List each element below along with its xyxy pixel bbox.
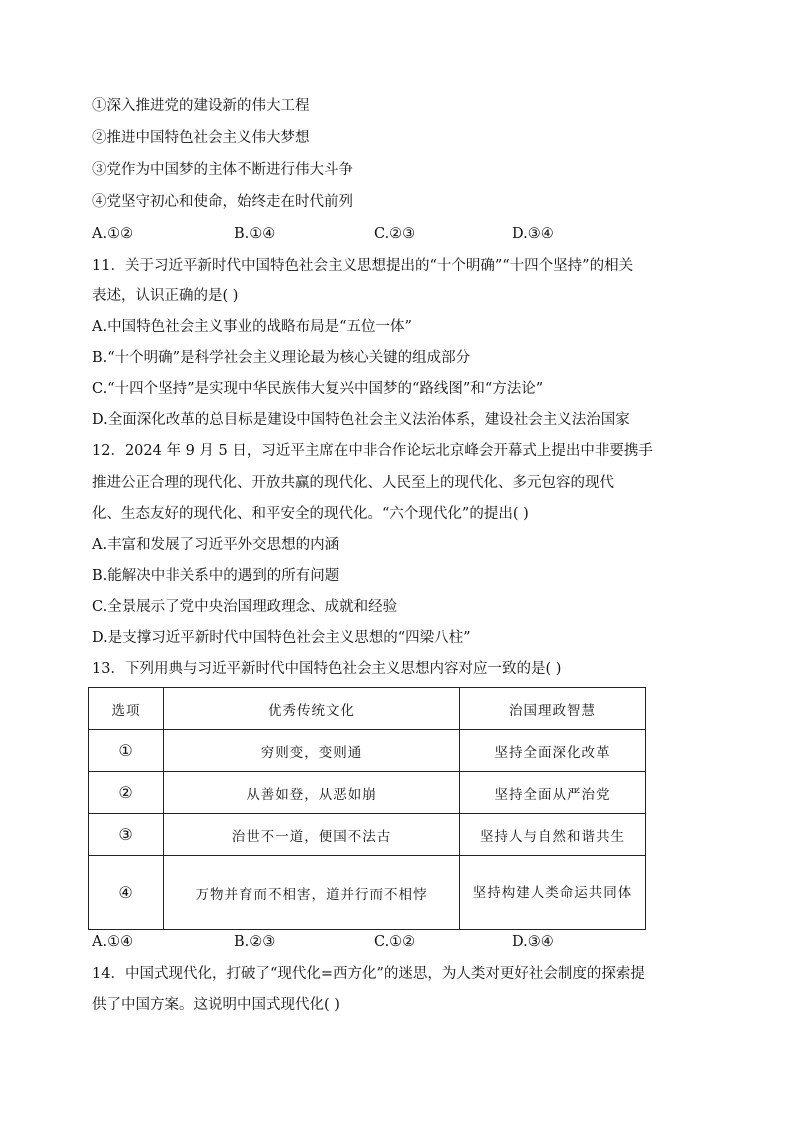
table-cell-option: ② [89, 772, 164, 814]
q10-option-a: A.①② [92, 226, 134, 242]
table-cell-wisdom: 坚持全面从严治党 [460, 772, 646, 814]
q13-option-d: D.③④ [512, 934, 554, 950]
q13-option-b: B.②③ [234, 934, 276, 950]
table-cell-option: ③ [89, 814, 164, 856]
q12-stem-line-3: 化、生态友好的现代化、和平安全的现代化。“六个现代化”的提出( ) [92, 506, 529, 522]
table-header-row [89, 688, 646, 730]
table-cell-culture: 穷则变，变则通 [164, 730, 460, 772]
q10-option-b: B.①④ [234, 226, 276, 242]
q11-option-b: B.“十个明确”是科学社会主义理论最为核心关键的组成部分 [92, 350, 471, 366]
q10-statement-2: ②推进中国特色社会主义伟大梦想 [92, 130, 310, 146]
q10-statement-3: ③党作为中国梦的主体不断进行伟大斗争 [92, 162, 353, 178]
table-row [89, 814, 646, 856]
q12-option-a: A.丰富和发展了习近平外交思想的内涵 [92, 537, 340, 553]
q10-statement-1: ①深入推进党的建设新的伟大工程 [92, 98, 310, 114]
table-row [89, 730, 646, 772]
q13-option-c: C.①② [374, 934, 416, 950]
q10-options [92, 224, 712, 244]
q11-option-d: D.全面深化改革的总目标是建设中国特色社会主义法治体系，建设社会主义法治国家 [92, 412, 630, 428]
table-cell-option: ① [89, 730, 164, 772]
q10-statement-4: ④党坚守初心和使命，始终走在时代前列 [92, 194, 353, 210]
table-header-wisdom: 治国理政智慧 [460, 688, 646, 730]
q11-stem-line-2: 表述，认识正确的是( ) [92, 288, 239, 304]
q11-option-c: C.“十四个坚持”是实现中华民族伟大复兴中国梦的“路线图”和“方法论” [92, 381, 544, 397]
q11-option-a: A.中国特色社会主义事业的战略布局是“五位一体” [92, 319, 412, 335]
q12-option-c: C.全景展示了党中央治国理政理念、成就和经验 [92, 599, 398, 615]
q14-stem-line-2: 供了中国方案。这说明中国式现代化( ) [92, 997, 340, 1013]
table-cell-culture: 治世不一道，便国不法古 [164, 814, 460, 856]
q12-option-b: B.能解决中非关系中的遇到的所有问题 [92, 568, 340, 584]
table-cell-option: ④ [89, 856, 164, 930]
q11-stem-line-1: 11．关于习近平新时代中国特色社会主义思想提出的“十个明确”“十四个坚持”的相关 [92, 258, 634, 274]
table-header-culture: 优秀传统文化 [164, 688, 460, 730]
q12-stem-line-2: 推进公正合理的现代化、开放共赢的现代化、人民至上的现代化、多元包容的现代 [92, 475, 614, 491]
q14-stem-line-1: 14．中国式现代化，打破了“现代化=西方化”的迷思，为人类对更好社会制度的探索提 [92, 966, 645, 982]
q13-stem: 13．下列用典与习近平新时代中国特色社会主义思想内容对应一致的是( ) [92, 661, 562, 677]
table-row [89, 856, 646, 930]
q12-stem-line-1: 12．2024 年 9 月 5 日，习近平主席在中非合作论坛北京峰会开幕式上提出中非要携手 [92, 443, 653, 459]
q10-option-c: C.②③ [374, 226, 416, 242]
q12-option-d: D.是支撑习近平新时代中国特色社会主义思想的“四梁八柱” [92, 630, 471, 646]
table-cell-wisdom: 坚持人与自然和谐共生 [460, 814, 646, 856]
table-cell-wisdom: 坚持构建人类命运共同体 [460, 856, 646, 930]
table-header-option: 选项 [89, 688, 164, 730]
table-cell-culture: 万物并育而不相害，道并行而不相悖 [164, 856, 460, 930]
q10-option-d: D.③④ [512, 226, 554, 242]
q13-option-a: A.①④ [92, 934, 134, 950]
table-row [89, 772, 646, 814]
table-cell-culture: 从善如登，从恶如崩 [164, 772, 460, 814]
q13-table [88, 687, 646, 930]
table-cell-wisdom: 坚持全面深化改革 [460, 730, 646, 772]
q13-options [92, 932, 712, 952]
